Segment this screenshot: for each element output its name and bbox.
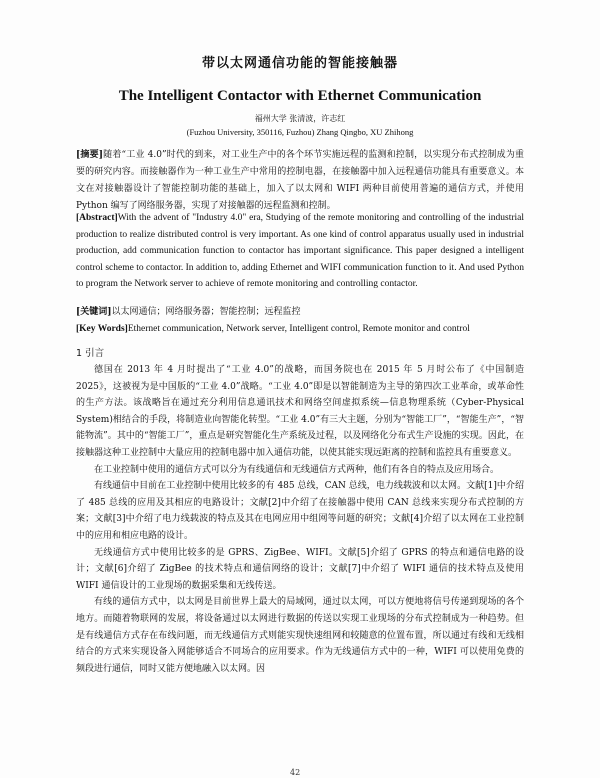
- abstract-en: [76, 210, 524, 293]
- paragraph: 在工业控制中使用的通信方式可以分为有线通信和无线通信方式两种，他们有各自的特点及应用场合。: [94, 464, 500, 475]
- abstract-en-label: [Abstract]: [76, 213, 118, 223]
- keywords-cn: [76, 304, 524, 321]
- abstract-cn-text: 随着“工业 4.0”时代的到来，对工业生产中的各个环节实施远程的监测和控制，以实现分布式控制成为重要的研究内容。而接触器作为一种工业生产中常用的控制电器，在接触器中加入远程通信功能具有重要意义。本文在对接触器设计了智能控制功能的基础上，加入了以太网和 WIFI 两种目前使用普遍的通信方式，并使用 Python 编写了网络服务器，实现了对接触器的远程监测和控制。: [76, 150, 524, 211]
- body-text: [76, 362, 524, 677]
- keywords-en-label: [Key Words]: [76, 324, 128, 334]
- keywords-en-text: Ethernet communication, Network server, Intelligent control, Remote monitor and control: [127, 324, 470, 334]
- paper-title-en: The Intelligent Contactor with Ethernet Communication: [118, 88, 482, 104]
- section-heading: 1 引言: [76, 348, 105, 359]
- keywords-cn-text: 以太网通信；网络服务器；智能控制；远程监控: [111, 307, 301, 317]
- abstract-en-text: With the advent of "Industry 4.0" era, Studying of the remote monitoring and controlling of the industrial production to realize distributed control is very important. As one kind of control apparatus usually used in industrial production, add communication function to contactor has important significance. This paper designed a intelligent control scheme to contactor. In addition to, adding Ethernet and WIFI communication function to it. And used Python to program the Network server to achieve of remote monitoring and controlling contactor.: [76, 213, 524, 289]
- paragraph: 德国在 2013 年 4 月时提出了“工业 4.0”的战略，而国务院也在 2015 年 5 月时公布了《中国制造 2025》，这被视为是中国版的“工业 4.0”战略。“工业 4.0”即是以智能制造为主导的第四次工业革命，或革命性的生产方法。该战略旨在通过充分利用信息通讯技术和网络空间虚拟系统—信息物理系统（Cyber-Physical System)相结合的手段，将制造业向智能化转型。“工业 4.0”有三大主题，分别为“智能工厂”，“智能生产”，“智能物流”。其中的“智能工厂”，重点是研究智能化生产系统及过程，以及网络化分布式生产设施的实现。因此，在接触器这种工业控制中大量应用的控制电器中加入通信功能，以使其能实现远距离的控制和监控具有重要意义。: [76, 365, 524, 458]
- abstract-cn-label: [摘要]: [76, 150, 104, 160]
- keywords-cn-label: [关键词]: [76, 307, 112, 317]
- paragraph: 无线通信方式中使用比较多的是 GPRS、ZigBee、WIFI。文献[5]介绍了 GPRS 的特点和通信电路的设计；文献[6]介绍了 ZigBee 的技术特点和通信网络的设计；文献[7]中介绍了 WIFI 通信的技术特点及使用 WIFI 通信设计的工业现场的数据采集和无线传送。: [76, 547, 524, 591]
- page-number: 42: [290, 768, 301, 777]
- authors-cn: 福州大学 张清波，许志红: [254, 114, 346, 123]
- abstract-cn: [76, 147, 524, 215]
- paragraph: 有线的通信方式中，以太网是目前世界上最大的局域网，通过以太网，可以方便地将信号传递到现场的各个地方。而随着物联网的发展，将设备通过以太网进行数据的传送以实现工业现场的分布式控制成为一种趋势。但是有线通信方式存在布线问题，而无线通信方式则能实现快速组网和较随意的位置布置，所以通过有线和无线相结合的方式来实现设备入网能够适合不同场合的应用要求。作为无线通信方式中的一种，WIFI 可以使用免费的频段进行通信，同时又能方便地融入以太网。因: [76, 597, 524, 674]
- paragraph: 有线通信中目前在工业控制中使用比较多的有 485 总线，CAN 总线，电力线载波和以太网。文献[1]中介绍了 485 总线的应用及其相应的电路设计；文献[2]中介绍了在接触器中使用 CAN 总线来实现分布式控制的方案；文献[3]中介绍了电力线载波的特点及其在电网应用中组网等问题的研究；文献[4]介绍了以太网在工业控制中的应用和相应电路的设计。: [76, 481, 524, 541]
- keywords-en: [76, 321, 524, 338]
- authors-en: (Fuzhou University, 350116, Fuzhou) Zhang Qingbo, XU Zhihong: [186, 127, 414, 137]
- paper-title-cn: 带以太网通信功能的智能接触器: [201, 56, 398, 71]
